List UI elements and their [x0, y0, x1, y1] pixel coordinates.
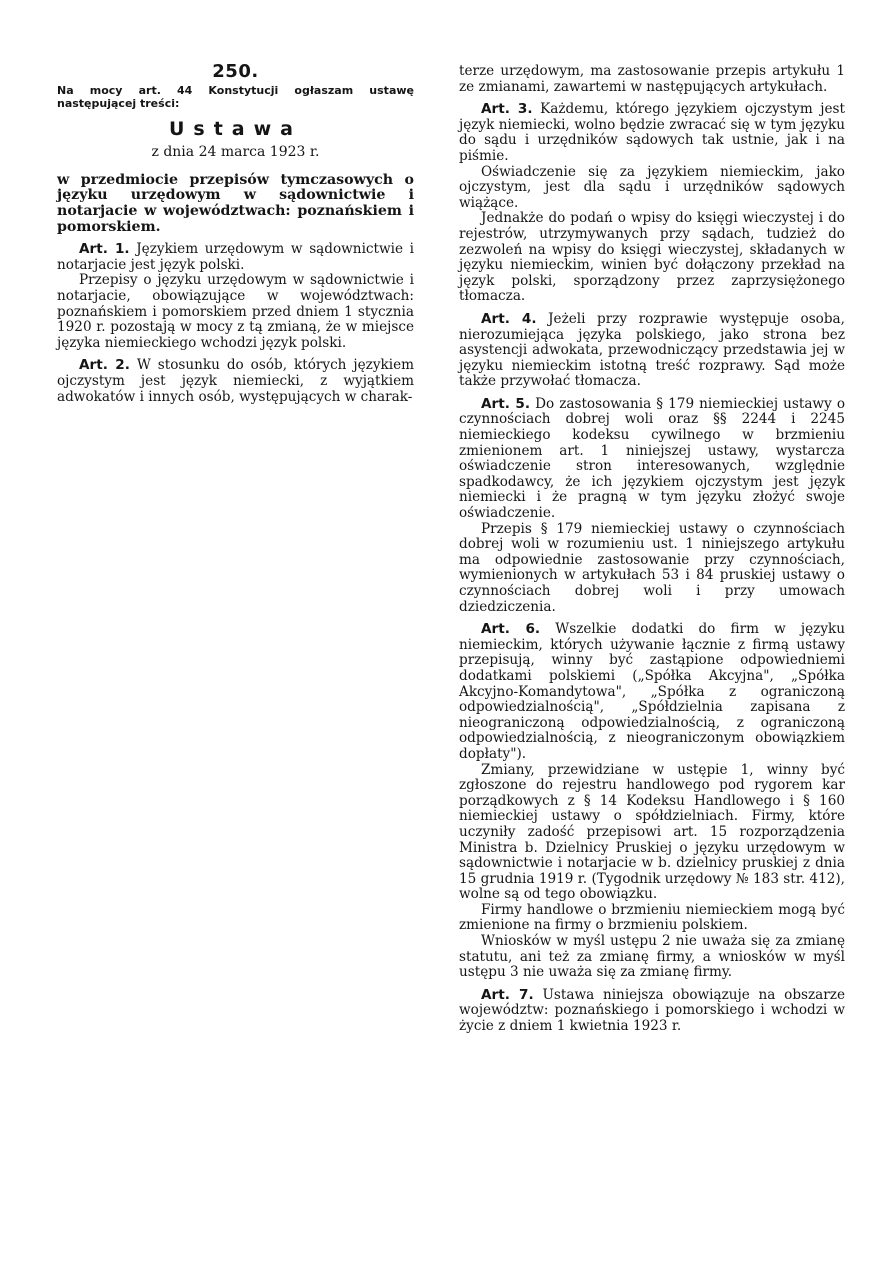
article-2-continuation: terze urzędowym, ma zastosowanie przepis artykułu 1 ze zmianami, zawartemi w następujących artykułach.	[459, 63, 845, 95]
article-7	[459, 988, 845, 1035]
article-3	[459, 102, 845, 164]
article-6-paragraph-2: Zmiany, przewidziane w ustępie 1, winny być zgłoszone do rejestru handlowego pod rygorem kar porządkowych z § 14 Kodeksu Handlowego i § 160 niemieckiej ustawy o spółdzielniach. Firmy, które uczyniły zadość przepisowi art. 15 rozporządzenia Ministra b. Dzielnicy Pruskiej o języku urzędowym w sądownictwie i notarjacie w b. dzielnicy pruskiej z dnia 15 grudnia 1919 r. (Tygodnik urzędowy № 183 str. 412), wolne są od tego obowiązku.	[459, 761, 845, 903]
article-6-label: Art. 6.	[481, 621, 541, 638]
article-5	[459, 397, 845, 522]
article-5-label: Art. 5.	[481, 395, 530, 412]
article-5-paragraph-2: Przepis § 179 niemieckiej ustawy o czynnościach dobrej woli w rozumieniu ust. 1 niniejszego artykułu ma odpowiednie zastosowanie przy czynnościach, wymienionych w artykułach 53 i 84 pruskiej ustawy o czynnościach dobrej woli i przy umowach dziedziczenia.	[459, 520, 845, 615]
article-3-label: Art. 3.	[481, 101, 533, 118]
article-6-paragraph-4: Wniosków w myśl ustępu 2 nie uważa się za zmianę statutu, ani też za zmianę firmy, a wniosków w myśl ustępu 3 nie uważa się za zmianę firmy.	[459, 933, 845, 981]
article-7-text: Ustawa niniejsza obowiązuje na obszarze województw: poznańskiego i pomorskiego i wchodzi w życie z dniem 1 kwietnia 1923 r.	[459, 986, 845, 1035]
law-subject: w przedmiocie przepisów tymczasowych o języku urzędowym w sądownictwie i notarjacie w województwach: poznańskiem i pomorskiem.	[57, 171, 414, 235]
page-number: 250.	[212, 61, 259, 82]
article-3-text: Każdemu, którego językiem ojczystym jest język niemiecki, wolno będzie zwracać się w tym języku do sądu i urzędników sądowych tak ustnie, jak i na piśmie.	[459, 101, 845, 164]
article-4-text: Jeżeli przy rozprawie występuje osoba, nierozumiejąca języka polskiego, jako strona bez asystencji adwokata, przewodniczący przedstawia jej w języku niemieckim istotną treść rozprawy. Sąd może także przywołać tłomacza.	[459, 310, 845, 390]
left-column	[57, 61, 415, 405]
article-6-text: Wszelkie dodatki do firm w języku niemieckim, których używanie łącznie z firmą ustawy przepisują, winny być zastąpione odpowiedniemi dodatkami polskiemi („Spółka Akcyjna", „Spółka Akcyjno-Komandytowa", „Spółka z ograniczoną odpowiedzialnością", „Spółdzielnia zapisana z nieograniczoną odpowiedzialnością, z ograniczoną odpowiedzialnością, z nieograniczonym obowiązkiem dopłaty").	[459, 621, 845, 762]
article-5-text: Do zastosowania § 179 niemieckiej ustawy o czynnościach dobrej woli oraz §§ 2244 i 2245 niemieckiego kodeksu cywilnego w brzmieniu zmienionem art. 1 niniejszej ustawy, wystarcza oświadczenie stron interesowanych, względnie spadkodawcy, że ich językiem ojczystym jest język niemiecki i że pragną w tym języku złożyć swoje oświadczenie.	[459, 395, 846, 522]
article-4-label: Art. 4.	[481, 310, 537, 327]
law-title: Ustawa	[168, 117, 302, 140]
right-column	[459, 64, 845, 1035]
law-date: z dnia 24 marca 1923 r.	[151, 144, 320, 161]
article-1-label: Art. 1.	[79, 241, 130, 258]
promulgation-intro: Na mocy art. 44 Konstytucji ogłaszam ustawę następującej treści:	[57, 83, 414, 110]
article-4	[459, 312, 845, 390]
article-2-label: Art. 2.	[79, 357, 130, 374]
article-3-paragraph-2: Oświadczenie się za językiem niemieckim, jako ojczystym, jest dla sądu i urzędników sądowych wiążące.	[459, 163, 845, 211]
article-6-paragraph-3: Firmy handlowe o brzmieniu niemieckiem mogą być zmienione na firmy o brzmieniu polskiem.	[459, 901, 845, 934]
article-2-text: W stosunku do osób, których językiem ojczystym jest język niemiecki, z wyjątkiem adwokatów i innych osób, występujących w charak-	[57, 357, 415, 405]
article-2	[57, 358, 414, 405]
article-1	[57, 242, 414, 273]
article-1-text: Językiem urzędowym w sądownictwie i notarjacie jest język polski.	[57, 241, 415, 273]
article-6	[459, 622, 845, 762]
article-3-paragraph-3: Jednakże do podań o wpisy do księgi wieczystej i do rejestrów, utrzymywanych przy sądach, tudzież do zezwoleń na wpisy do księgi wieczystej, składanych w języku niemieckim, winien być dołączony przekład na język polski, sporządzony przez zaprzysiężonego tłomacza.	[459, 210, 845, 305]
article-7-label: Art. 7.	[481, 986, 534, 1003]
article-1-paragraph-2: Przepisy o języku urzędowym w sądownictwie i notarjacie, obowiązujące w województwach: poznańskiem i pomorskiem przed dniem 1 stycznia 1920 r. pozostają w mocy z tą zmianą, że w miejsce języka niemieckiego wchodzi język polski.	[57, 272, 414, 351]
